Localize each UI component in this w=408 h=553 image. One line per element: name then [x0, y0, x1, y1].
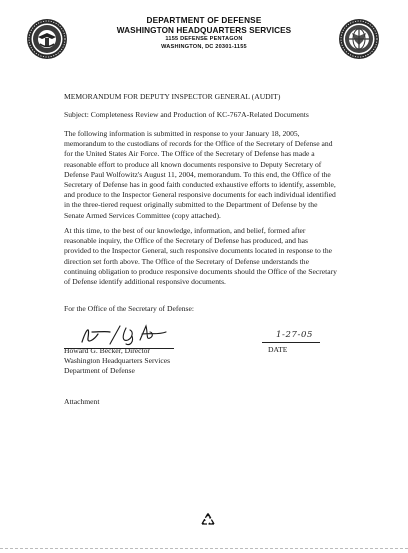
signer-name-title: Howard G. Becker, Director — [64, 346, 150, 355]
handwritten-signature — [76, 320, 170, 348]
body-paragraph-1 — [64, 129, 382, 221]
memo-subject: Subject: Completeness Review and Production of KC-767A-Related Documents — [64, 110, 309, 119]
paragraph-line: reasonable effort to produce all known documents responsive to Deputy Secretary of — [64, 159, 322, 169]
paragraph-line: provided to the Inspector General, such responsive documents located in response to the — [64, 246, 333, 256]
paragraph-line: memorandum to the custodians of records for the Office of the Secretary of Defense and — [64, 139, 333, 149]
memo-recipient: MEMORANDUM FOR DEPUTY INSPECTOR GENERAL (AUDIT) — [64, 92, 281, 101]
signer-organization: Washington Headquarters Services — [64, 356, 171, 366]
paragraph-line: Senate Armed Services Committee (copy attached). — [64, 210, 221, 220]
signer-department: Department of Defense — [64, 366, 135, 376]
paragraph-line: reasonable inquiry, the Office of the Secretary of Defense has produced, and has — [64, 236, 308, 246]
letterhead-address-1: 1155 DEFENSE PENTAGON — [165, 36, 243, 42]
paragraph-line: At this time, to the best of our knowledge, information, and belief, formed after — [64, 226, 306, 235]
recycle-icon — [200, 512, 216, 528]
letterhead-office: WASHINGTON HEADQUARTERS SERVICES — [116, 26, 292, 35]
paragraph-line: Defense Paul Wolfowitz's August 11, 2004, memorandum. To this end, the Office of the — [64, 169, 331, 179]
letterhead-agency: DEPARTMENT OF DEFENSE — [146, 16, 262, 25]
paragraph-line: continuing obligation to produce responsive documents should the Office of the Secretary — [64, 266, 337, 276]
paragraph-line: and produce to the Inspector General responsive documents for each individual identified — [64, 190, 336, 200]
paragraph-line: for the United States Air Force. The Office of the Secretary of Defense has made a — [64, 149, 315, 159]
paragraph-line: The following information is submitted in response to your January 18, 2005, — [64, 129, 300, 138]
paragraph-line: direction set forth above. The Office of the Secretary of Defense understands the — [64, 256, 309, 266]
date-label: DATE — [268, 345, 288, 354]
attachment-label: Attachment — [64, 397, 100, 406]
handwritten-date: 1-27-05 — [276, 330, 313, 340]
signature-block — [64, 346, 170, 377]
letterhead-address-2: WASHINGTON, DC 20301-1155 — [161, 43, 247, 50]
paragraph-line: of Defense identify additional responsive documents. — [64, 277, 226, 287]
signature-preamble: For the Office of the Secretary of Defense: — [64, 304, 194, 313]
paragraph-line: Secretary of Defense has in good faith conducted exhaustive efforts to identify, assemble, — [64, 180, 336, 190]
whs-seal-icon — [338, 18, 380, 60]
page-bottom-edge — [0, 548, 408, 549]
dod-seal-icon — [26, 18, 68, 60]
body-paragraph-2 — [64, 226, 382, 287]
date-line — [262, 342, 320, 343]
paragraph-line: in the three-tiered request originally submitted to the Department of Defense by the — [64, 200, 318, 210]
letterhead — [100, 16, 308, 51]
